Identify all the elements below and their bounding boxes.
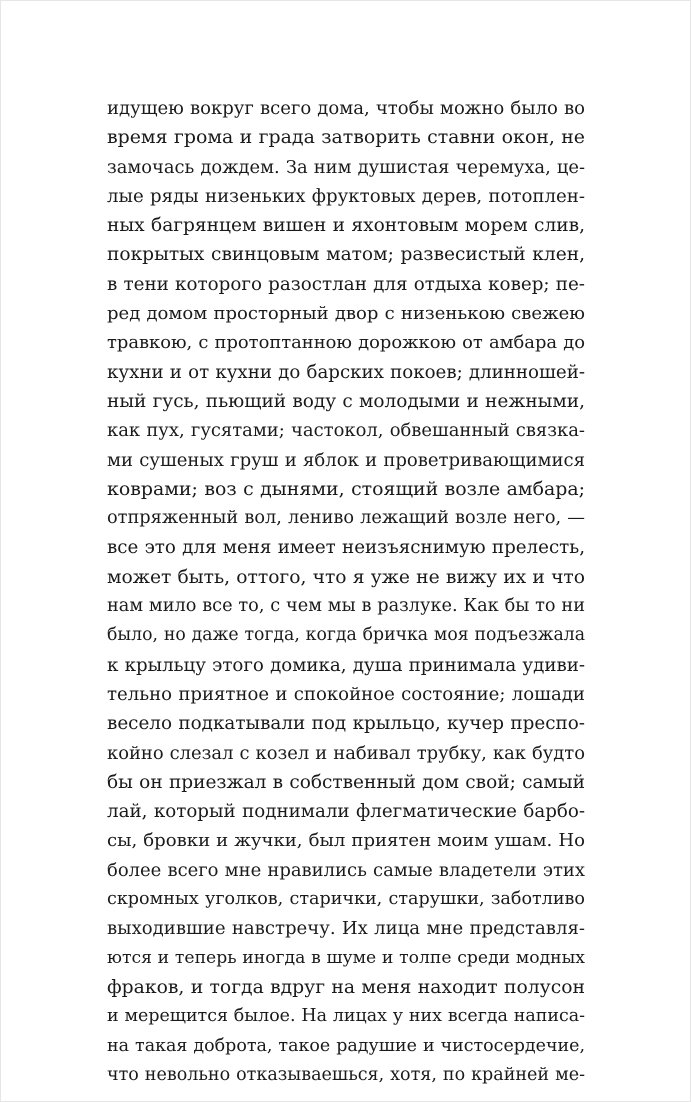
text-line: койно слезал с козел и набивал трубку, как будто bbox=[107, 742, 585, 764]
text-line: может быть, оттого, что я уже не вижу их и что bbox=[107, 566, 585, 588]
text-line: покрытых свинцовым матом; развесистый клен, bbox=[107, 244, 585, 266]
text-line: идущею вокруг всего дома, чтобы можно было во bbox=[107, 98, 585, 119]
text-line: коврами; воз с дынями, стоящий возле амбара; bbox=[107, 477, 585, 500]
text-line: ных багрянцем вишен и яхонтовым морем слив, bbox=[107, 215, 585, 237]
text-line: ми сушеных груш и яблок и проветривающимися bbox=[107, 449, 585, 471]
text-line: время грома и града затворить ставни окон, не bbox=[107, 126, 585, 149]
text-line: отпряженный вол, лениво лежащий возле него, — bbox=[107, 508, 585, 529]
text-line: к крыльцу этого домика, душа принимала удиви- bbox=[107, 654, 585, 676]
text-line: как пух, гусятами; частокол, обвешанный связка- bbox=[107, 420, 585, 442]
text-line: лай, который поднимали флегматические барбо- bbox=[107, 801, 585, 823]
text-line: тельно приятное и спокойное состояние; лошади bbox=[107, 683, 585, 705]
text-line: в тени которого разостлан для отдыха ковер; пе- bbox=[107, 273, 585, 295]
text-line: весело подкатывали под крыльцо, кучер преспо- bbox=[107, 713, 585, 735]
text-line: на такая доброта, такое радушие и чистосердечие, bbox=[107, 1035, 585, 1056]
text-line: было, но даже тогда, когда бричка моя подъезжала bbox=[107, 625, 585, 646]
text-line: сы, бровки и жучки, был приятен моим ушам. Но bbox=[107, 830, 585, 852]
text-line: травкою, с протоптанною дорожкою от амбара до bbox=[107, 332, 585, 354]
text-line: ются и теперь иногда в шуме и толпе среди модных bbox=[107, 947, 585, 968]
text-line: и мерещится былое. На лицах у них всегда написа- bbox=[107, 1006, 585, 1027]
text-line: ный гусь, пьющий воду с молодыми и нежными, bbox=[107, 390, 585, 412]
text-line: фраков, и тогда вдруг на меня находит полусон bbox=[107, 976, 585, 998]
text-line: лые ряды низеньких фруктовых дерев, потоплен- bbox=[107, 185, 585, 207]
text-line: все это для меня имеет неизъяснимую прелесть, bbox=[107, 537, 585, 559]
text-line: скромных уголков, старички, старушки, заботливо bbox=[107, 889, 585, 910]
text-line: бы он приезжал в собственный дом свой; самый bbox=[107, 771, 585, 793]
text-line: более всего мне нравились самые владетели этих bbox=[107, 859, 585, 881]
text-line: что невольно отказываешься, хотя, по крайней ме- bbox=[107, 1064, 585, 1085]
text-line: нам мило все то, с чем мы в разлуке. Как бы то ни bbox=[107, 596, 585, 617]
text-line: выходившие навстречу. Их лица мне представля- bbox=[107, 918, 585, 940]
text-line: кухни и от кухни до барских покоев; длинношей- bbox=[107, 361, 585, 383]
body-text bbox=[107, 94, 585, 1090]
text-line: замочась дождем. За ним душистая черемуха, це- bbox=[107, 156, 585, 178]
text-line: ред домом просторный двор с низенькою свежею bbox=[107, 303, 585, 325]
